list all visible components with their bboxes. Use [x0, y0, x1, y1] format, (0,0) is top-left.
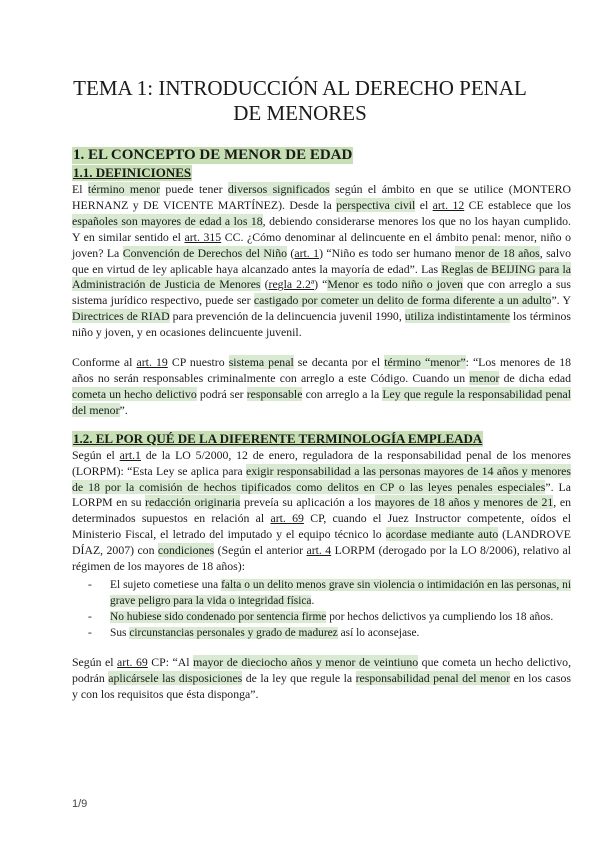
text-run: ”. Y — [551, 293, 571, 308]
highlight: Ley que regule la responsabilidad penal del menor — [72, 386, 571, 417]
text-run: ”. La LORPM en su — [72, 479, 572, 510]
text-run: ”. — [119, 402, 128, 417]
highlight: Menor es todo niño o joven — [327, 277, 463, 292]
text-run: , en determinados supuestos en relación al — [72, 495, 571, 526]
highlight: circunstancias personales y grado de madurez — [129, 626, 338, 639]
highlight: utiliza indistintamente — [404, 309, 510, 324]
article-reference: art. 12 — [432, 197, 465, 212]
highlight: castigado por cometer un delito de forma diferente a un adulto — [253, 293, 552, 308]
text-run: de dicha edad — [499, 370, 571, 385]
text-run: Según el — [72, 654, 118, 669]
subsection-heading-terminologia: 1.2. EL POR QUÉ DE LA DIFERENTE TERMINOLOGÍA EMPLEADA — [73, 430, 483, 446]
highlight: menor de 18 años — [454, 245, 540, 260]
page-number: 1/9 — [72, 798, 88, 810]
highlight: sistema penal — [228, 355, 294, 370]
highlight: responsable — [246, 386, 303, 401]
text-run: de la ley que regule la — [242, 670, 356, 685]
article-reference: art. 19 — [136, 355, 168, 370]
text-run: ( — [260, 277, 269, 292]
paragraph-art19 — [72, 355, 571, 419]
text-run: los términos niño y joven, y en ocasiones delincuente juvenil. — [72, 309, 571, 340]
highlight: diversos significados — [227, 182, 330, 196]
text-run: , debiendo considerarse menores los que no los hayan cumplido. Y en similar sentido el — [72, 213, 571, 244]
highlight: perspectiva civil — [336, 197, 416, 212]
highlight: exigir responsabilidad a las personas mayores de 14 años y menores de 18 por la comisión de hechos tipificados como delitos en CP o las leyes penales especiales — [72, 463, 571, 494]
text-run: CP, cuando el Juez Instructor competente, oídos el Ministerio Fiscal, el letrado del imputado y el equipo técnico lo — [72, 511, 571, 542]
highlight: Reglas de BEIJING para la Administración de Justicia de Menores — [72, 261, 571, 292]
title-line-1: TEMA 1: INTRODUCCIÓN AL DERECHO PENAL — [73, 76, 527, 100]
text-run: . — [311, 594, 315, 607]
text-run: CE establece que los — [464, 197, 571, 212]
text-run: para prevención de la delincuencia juvenil 1990, — [169, 309, 405, 324]
list-item — [72, 609, 571, 625]
document-title — [40, 76, 560, 126]
text-run: por hechos delictivos ya cumpliendo los 18 años. — [326, 610, 554, 623]
highlight: responsabilidad penal del menor — [355, 670, 511, 685]
article-reference: art. 69 — [270, 511, 304, 526]
text-run: Sus — [110, 626, 130, 639]
paragraph-art69 — [72, 655, 571, 703]
text-run: CP: “Al — [147, 654, 194, 669]
highlight: No hubiese sido condenado por sentencia firme — [110, 610, 327, 623]
highlight: condiciones — [157, 543, 215, 558]
text-run: El sujeto cometiese una — [110, 578, 222, 591]
list-dash: - — [88, 578, 92, 591]
highlight: españoles son mayores de edad a los 18 — [72, 213, 263, 228]
text-run: puede tener — [160, 182, 228, 196]
text-run: Conforme al — [72, 355, 137, 370]
conditions-list — [72, 577, 571, 641]
highlight: aplicársele las disposiciones — [108, 670, 243, 685]
text-run: (Según el anterior — [214, 543, 307, 558]
article-reference: art. 1 — [294, 245, 320, 260]
article-reference: art. 315 — [184, 229, 222, 244]
text-run: (LANDROVE DÍAZ, 2007) con — [72, 527, 571, 558]
article-reference: art. 4 — [306, 543, 332, 558]
list-item — [72, 625, 571, 641]
highlight: mayores de 18 años y menores de 21 — [374, 495, 554, 510]
text-run: CP nuestro — [167, 355, 229, 370]
list-dash: - — [88, 610, 92, 623]
document-body — [72, 146, 571, 703]
text-run: podrá ser — [196, 386, 247, 401]
section-heading: 1. EL CONCEPTO DE MENOR DE EDAD — [73, 147, 353, 163]
article-reference: art.1 — [119, 447, 141, 462]
paragraph-lorpm — [72, 448, 571, 575]
highlight: término menor — [87, 182, 161, 196]
text-run: Según el — [72, 447, 120, 462]
text-run: se decanta por el — [293, 355, 385, 370]
text-run: de la LO 5/2000, 12 de enero, reguladora de la responsabilidad penal de los menores (LORPM): “Esta Ley se aplica para — [72, 447, 571, 478]
title-line-2: DE MENORES — [233, 101, 367, 125]
text-run: que con arreglo a sus sistema jurídico respectivo, puede ser — [72, 277, 571, 308]
text-run: en los casos y con los requisitos que ésta disponga”. — [72, 670, 571, 701]
highlight: acordase mediante auto — [385, 527, 499, 542]
text-run: el — [415, 197, 433, 212]
text-run: , salvo que en virtud de ley aplicable haya alcanzado antes la mayoría de edad”. Las — [72, 245, 571, 276]
text-run: preveía su aplicación a los — [240, 495, 375, 510]
text-run: ) “Niño es todo ser humano — [319, 245, 455, 260]
article-reference: art. 69 — [117, 654, 148, 669]
highlight: cometa un hecho delictivo — [72, 386, 197, 401]
list-item — [72, 577, 571, 609]
text-run: CC. ¿Cómo denominar al delincuente en el ámbito penal: menor, niño o joven? La — [72, 229, 571, 260]
text-run: El — [72, 182, 88, 196]
highlight: término “menor” — [384, 355, 466, 370]
highlight: mayor de dieciocho años y menor de veintiuno — [193, 654, 419, 669]
text-run: ( — [287, 245, 295, 260]
text-run: que cometa un hecho delictivo, podrán — [72, 654, 572, 685]
highlight: menor — [469, 370, 500, 385]
highlight: Convención de Derechos del Niño — [122, 245, 288, 260]
paragraph-definiciones — [72, 182, 571, 341]
article-reference: regla 2.2ª — [268, 277, 315, 292]
text-run: : “Los menores de 18 años no serán responsables criminalmente con arreglo a este Código. Cuando un — [72, 355, 571, 385]
text-run: ) “ — [314, 277, 328, 292]
list-dash: - — [88, 626, 92, 639]
highlight: redacción originaria — [145, 495, 241, 510]
subsection-heading-definiciones: 1.1. DEFINICIONES — [73, 165, 192, 180]
text-run: según el ámbito en que se utilice (MONTERO HERNANZ y DE VICENTE MARTÍNEZ). Desde la — [72, 182, 572, 212]
text-run: así lo aconsejase. — [337, 626, 420, 639]
text-run: LORPM (derogado por la LO 8/2006), relativo al régimen de los mayores de 18 años): — [72, 543, 571, 574]
highlight: Directrices de RIAD — [72, 309, 170, 324]
highlight: falta o un delito menos grave sin violencia o intimidación en las personas, ni grave peligro para la vida o integridad física — [110, 578, 571, 607]
text-run: con arreglo a la — [302, 386, 383, 401]
